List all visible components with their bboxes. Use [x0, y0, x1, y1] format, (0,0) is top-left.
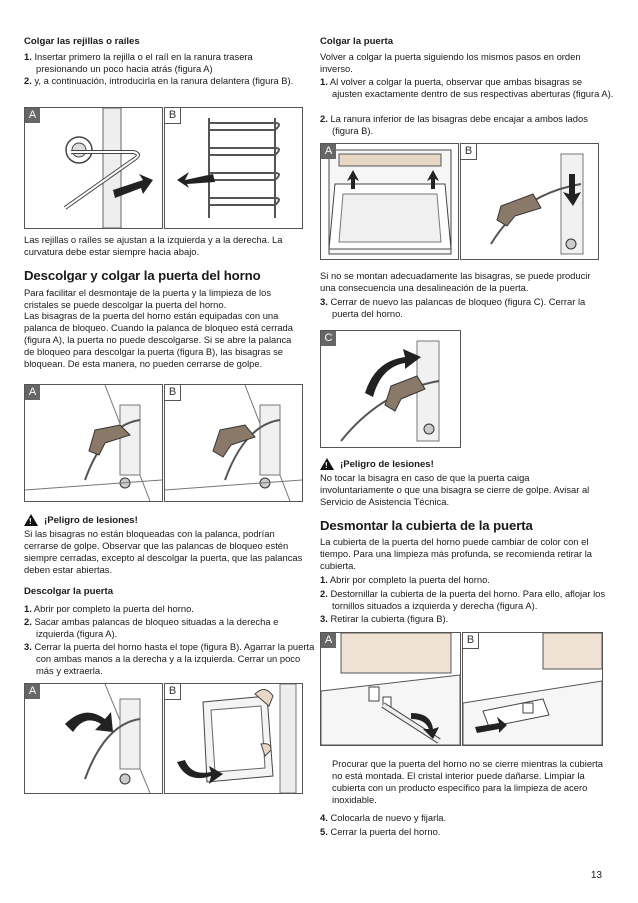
cover-note: Procurar que la puerta del horno no se cierre mientras la cubierta no está montada. El cristal interior puede dañarse. Limpiar la cubierta con un producto específico para la limpieza de acero inoxidable.: [332, 758, 603, 805]
remove-step-1: 1. Abrir por completo la puerta del horno.: [24, 603, 194, 614]
figure-label-c: C: [321, 331, 336, 346]
cover-figure-a: [320, 632, 461, 746]
warning-icon: !: [320, 458, 334, 470]
hang-figure-b: [460, 143, 599, 260]
figure-label-a: A: [25, 385, 40, 400]
figure-label-a: A: [321, 633, 336, 648]
warning-title: ¡Peligro de lesiones!: [340, 458, 434, 470]
cover-step-5: 5. Cerrar la puerta del horno.: [320, 826, 441, 837]
warning-icon: !: [24, 514, 38, 526]
cover-heading: Desmontar la cubierta de la puerta: [320, 518, 533, 533]
remove-figure-b-drawing: [165, 684, 302, 793]
hinge-figure-b-drawing: [165, 385, 302, 501]
cover-step-2: 2. Destornillar la cubierta de la puerta del horno. Para ello, aflojar los tornillos situados a izquierda y derecha (figura A).: [320, 588, 606, 611]
hang-step-1: 1. Al volver a colgar la puerta, observar que ambas bisagras se ajusten exactamente dentro de sus respectivas aberturas (figura A).: [320, 76, 614, 99]
rack-figure-a: [24, 107, 163, 229]
remove-step-2: 2. Sacar ambas palancas de bloqueo situadas a la derecha e izquierda (figura A).: [24, 616, 279, 639]
cover-intro: La cubierta de la puerta del horno puede cambiar de color con el tiempo. Para una limpieza más profunda, se recomienda retirar la cubierta.: [320, 536, 593, 571]
cover-step-4: 4. Colocarla de nuevo y fijarla.: [320, 812, 447, 823]
rack-note: Las rejillas o raíles se ajustan a la izquierda y a la derecha. La curvatura debe estar siempre hacia abajo.: [24, 234, 283, 257]
hinge-figure-a-drawing: [25, 385, 162, 501]
figure-label-b: B: [463, 633, 479, 649]
left-warning-text: Si las bisagras no están bloqueadas con la palanca, podrían cerrarse de golpe. Observar que las palancas de bloqueo estén siempre cerradas, excepto al descolgar la puerta, que las palancas deben estar abiertas.: [24, 528, 303, 575]
hang-step-2: 2. La ranura inferior de las bisagras debe encajar a ambos lados (figura B).: [320, 113, 588, 136]
door-heading: Descolgar y colgar la puerta del horno: [24, 268, 261, 283]
right-warning-heading: [320, 458, 434, 470]
hang-figure-b-drawing: [461, 144, 598, 259]
hang-intro: Volver a colgar la puerta siguiendo los mismos pasos en orden inverso.: [320, 51, 581, 74]
figure-label-a: A: [25, 108, 40, 123]
remove-figure-a-drawing: [25, 684, 162, 793]
hang-figure-c-drawing: [321, 331, 460, 447]
rack-figure-b-drawing: [165, 108, 302, 228]
hang-step-3: 3. Cerrar de nuevo las palancas de bloqueo (figura C). Cerrar la puerta del horno.: [320, 296, 586, 319]
door-intro: Para facilitar el desmontaje de la puerta y la limpieza de los cristales se puede descolgar la puerta del horno.: [24, 287, 272, 310]
remove-step-3: 3. Cerrar la puerta del horno hasta el tope (figura B). Agarrar la puerta con ambas manos a la derecha y a la izquierda. Cerrar un poco más y extraerla.: [24, 641, 315, 676]
hang-figure-c: [320, 330, 461, 448]
hang-figure-a-drawing: [321, 144, 458, 259]
cover-step-3: 3. Retirar la cubierta (figura B).: [320, 613, 449, 624]
hinge-figure-a: [24, 384, 163, 502]
remove-title: Descolgar la puerta: [24, 586, 114, 597]
page-number: 13: [590, 870, 602, 881]
warning-title: ¡Peligro de lesiones!: [44, 514, 138, 526]
figure-label-a: A: [321, 144, 336, 159]
figure-label-b: B: [165, 108, 181, 124]
cover-figure-b-drawing: [463, 633, 602, 745]
figure-label-a: A: [25, 684, 40, 699]
cover-figure-b: [462, 632, 603, 746]
figure-label-b: B: [165, 684, 181, 700]
cover-step-1: 1. Abrir por completo la puerta del horno.: [320, 574, 490, 585]
left-warning-heading: [24, 514, 138, 526]
cover-figure-a-drawing: [321, 633, 460, 745]
rack-figure-b: [164, 107, 303, 229]
remove-figure-a: [24, 683, 163, 794]
hinge-note: Si no se montan adecuadamente las bisagras, se puede producir una consecuencia una desalineación de la puerta.: [320, 270, 591, 293]
rack-step-2: 2. y, a continuación, introducirla en la ranura delantera (figura B).: [24, 75, 294, 86]
rack-title: Colgar las rejillas o raíles: [24, 36, 140, 47]
rack-figure-a-drawing: [25, 108, 162, 228]
hang-figure-a: [320, 143, 459, 260]
remove-figure-b: [164, 683, 303, 794]
hinge-figure-b: [164, 384, 303, 502]
hang-title: Colgar la puerta: [320, 36, 394, 47]
figure-label-b: B: [461, 144, 477, 160]
door-hinges-text: Las bisagras de la puerta del horno están equipadas con una palanca de bloqueo. Cuando la palanca de bloqueo está cerrada (figura A), la puerta no puede descolgarse. Si se abre la palanca de bloqueo para descolgar la puerta (figura B), las bisagras se bloquean. De esta manera, no pueden cerrarse de golpe.: [24, 310, 293, 369]
figure-label-b: B: [165, 385, 181, 401]
right-warning-text: No tocar la bisagra en caso de que la puerta caiga involuntariamente o que una bisagra se cierre de golpe. Avisar al Servicio de Asistencia Técnica.: [320, 472, 590, 507]
rack-step-1: 1. Insertar primero la rejilla o el raíl en la ranura trasera presionando un poco hacia atrás (figura A): [24, 51, 253, 74]
